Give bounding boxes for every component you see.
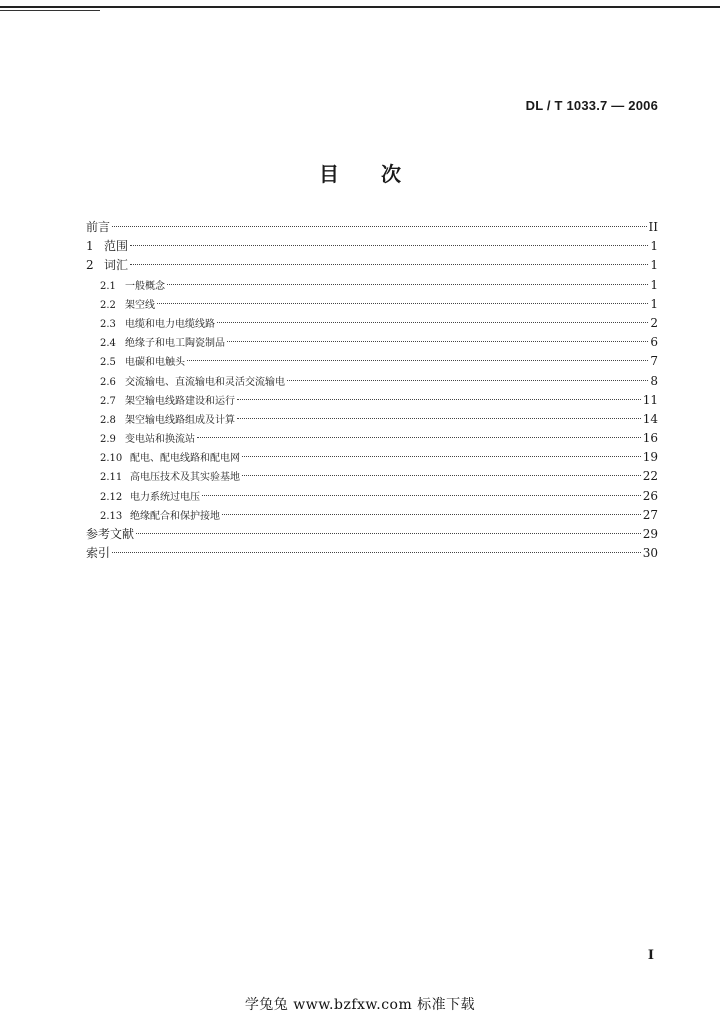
toc-entry-page: 30 (642, 546, 658, 561)
toc-entry-title: 配电、配电线路和配电网 (130, 453, 240, 465)
toc-entry[interactable] (86, 276, 658, 295)
document-code: DL / T 1033.7 — 2006 (525, 98, 658, 113)
toc-entry-number: 2.7 (100, 395, 116, 407)
toc-entry-title: 一般概念 (125, 280, 165, 292)
toc-entry-number: 2.8 (100, 414, 116, 426)
toc-dot-leader (112, 552, 641, 553)
toc-entry[interactable] (86, 256, 658, 275)
toc-entry-number: 2.12 (100, 491, 123, 503)
toc-entry-number: 2.11 (100, 472, 123, 484)
toc-dot-leader (222, 514, 641, 515)
toc-entry-page: 2 (650, 315, 658, 330)
toc-entry-page: 1 (650, 239, 658, 254)
toc-entry-page: 6 (650, 335, 658, 350)
toc-dot-leader (242, 456, 641, 457)
toc-entry[interactable] (86, 487, 658, 506)
toc-dot-leader (197, 437, 641, 438)
toc-entry-page: 1 (650, 258, 658, 273)
toc-entry-title: 参考文献 (86, 527, 135, 541)
toc-entry-title: 架空线 (125, 299, 155, 311)
toc-dot-leader (227, 341, 648, 342)
toc-dot-leader (167, 284, 648, 285)
top-rule (0, 6, 720, 8)
toc-entry-title: 索引 (86, 546, 111, 561)
toc-entry[interactable] (86, 333, 658, 352)
toc-dot-leader (136, 533, 641, 534)
toc-entry-page: 16 (642, 431, 658, 446)
toc-entry-title: 架空输电线路建设和运行 (125, 395, 235, 407)
toc-entry[interactable] (86, 467, 658, 486)
toc-entry-page: 1 (650, 277, 658, 292)
toc-entry-number: 2.3 (100, 318, 116, 330)
toc-entry[interactable] (86, 506, 658, 525)
toc-entry-title: 电力系统过电压 (130, 491, 200, 503)
toc-dot-leader (242, 475, 641, 476)
toc-entry-page: 8 (650, 373, 658, 388)
toc-entry-number: 2.5 (100, 357, 116, 369)
toc-dot-leader (112, 226, 647, 227)
toc-entry-page: 22 (642, 469, 658, 484)
toc-entry-page: 26 (642, 488, 658, 503)
page-title: 目次 (319, 162, 443, 186)
toc-entry-title: 绝缘配合和保护接地 (130, 510, 220, 522)
toc-dot-leader (202, 495, 641, 496)
toc-entry-page: 27 (642, 507, 658, 522)
toc-entry[interactable] (86, 544, 658, 563)
toc-entry-title: 变电站和换流站 (125, 434, 195, 446)
toc-entry-number: 2.2 (100, 299, 116, 311)
toc-entry-title: 架空输电线路组成及计算 (125, 414, 235, 426)
table-of-contents (86, 218, 658, 563)
page-number: I (647, 948, 654, 963)
toc-dot-leader (287, 380, 648, 381)
toc-entry-page: 14 (642, 411, 658, 426)
toc-dot-leader (237, 399, 641, 400)
toc-entry-title: 绝缘子和电工陶瓷制品 (125, 338, 225, 350)
toc-entry-page: 19 (642, 450, 658, 465)
toc-dot-leader (237, 418, 641, 419)
toc-entry-title: 电碳和电触头 (125, 357, 185, 369)
toc-entry[interactable] (86, 314, 658, 333)
toc-dot-leader (130, 264, 648, 265)
toc-entry-number: 2.10 (100, 453, 123, 465)
toc-entry-page: 7 (650, 354, 658, 369)
toc-entry-page: 1 (650, 296, 658, 311)
toc-entry-title: 前言 (86, 220, 111, 234)
toc-entry-number: 2.13 (100, 510, 123, 522)
toc-entry-number: 2.9 (100, 434, 116, 446)
toc-entry[interactable] (86, 237, 658, 256)
toc-entry-page: II (648, 220, 658, 234)
watermark-text: 学兔兔 www.bzfxw.com 标准下载 (244, 997, 476, 1013)
top-rule-thin (0, 10, 100, 11)
toc-entry[interactable] (86, 295, 658, 314)
toc-entry[interactable] (86, 372, 658, 391)
toc-entry[interactable] (86, 218, 658, 237)
toc-dot-leader (187, 360, 648, 361)
toc-entry-page: 29 (642, 527, 658, 541)
toc-entry-number: 2.1 (100, 280, 116, 292)
toc-entry[interactable] (86, 352, 658, 371)
toc-entry-title: 交流输电、直流输电和灵活交流输电 (125, 376, 285, 388)
toc-dot-leader (157, 303, 648, 304)
toc-entry-number: 1 (86, 239, 94, 254)
toc-dot-leader (217, 322, 648, 323)
toc-entry[interactable] (86, 429, 658, 448)
toc-entry[interactable] (86, 410, 658, 429)
toc-entry-page: 11 (642, 392, 658, 407)
toc-entry-title: 高电压技术及其实验基地 (130, 472, 240, 484)
toc-entry-number: 2.6 (100, 376, 116, 388)
toc-entry-title: 范围 (104, 239, 129, 254)
toc-entry-number: 2 (86, 258, 94, 273)
toc-entry-title: 电缆和电力电缆线路 (125, 318, 215, 330)
toc-entry[interactable] (86, 448, 658, 467)
toc-entry[interactable] (86, 525, 658, 544)
toc-dot-leader (130, 245, 648, 246)
toc-entry[interactable] (86, 391, 658, 410)
toc-entry-title: 词汇 (104, 258, 129, 273)
toc-entry-number: 2.4 (100, 338, 116, 350)
